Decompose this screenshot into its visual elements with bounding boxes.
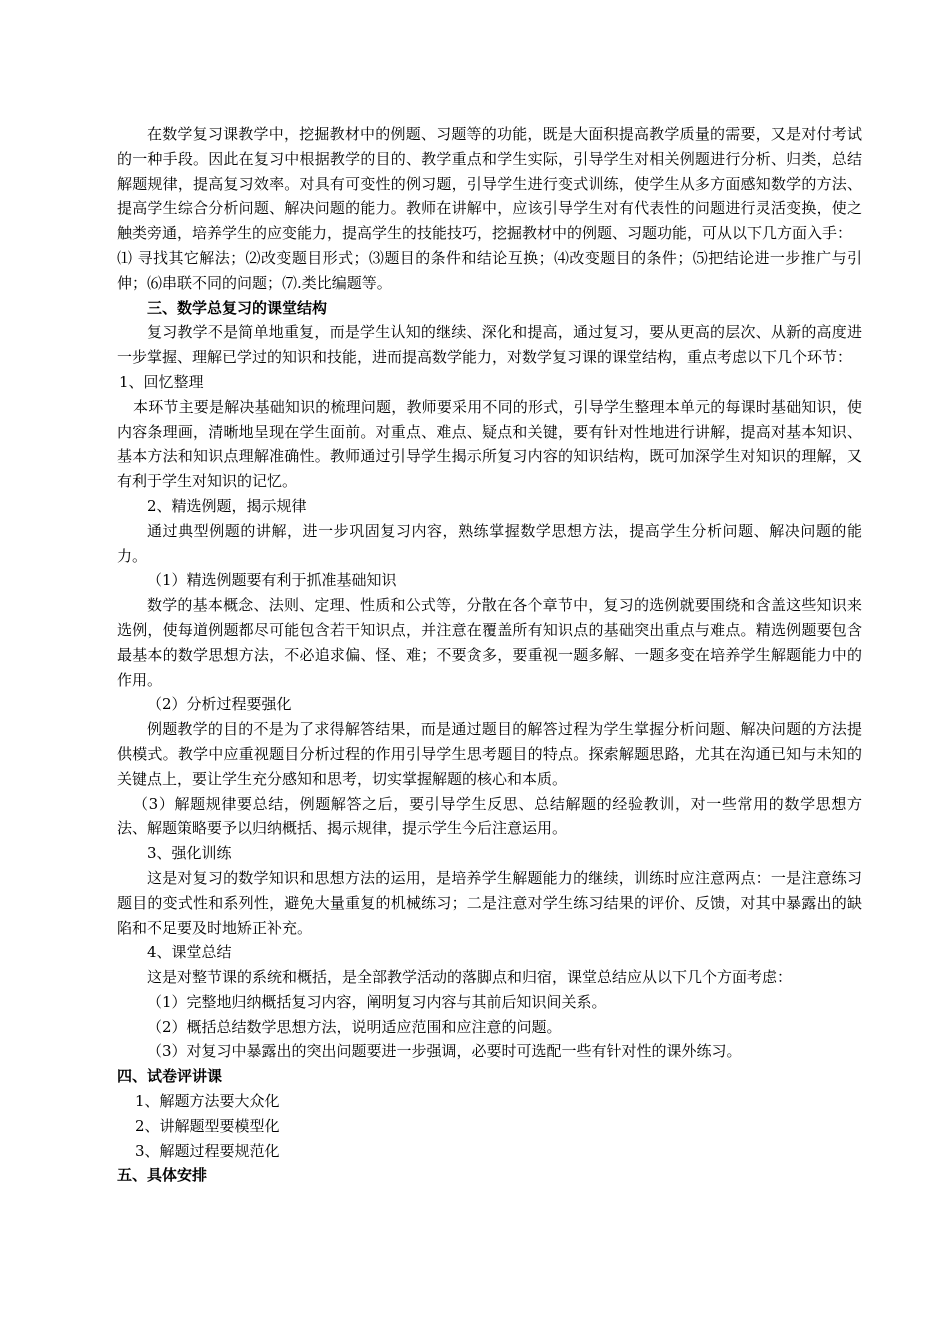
subsection-2-2-heading: （2）分析过程要强化 [147, 695, 292, 714]
subsection-2-text: 通过典型例题的讲解，进一步巩固复习内容，熟练掌握数学思想方法，提高学生分析问题、解决问题的能力。 [117, 521, 862, 565]
summary-item-2: （2）概括总结数学思想方法，说明适应范围和应注意的问题。 [147, 1017, 562, 1036]
section-4-item-1: 1、解题方法要大众化 [135, 1092, 280, 1111]
section-3-intro: 复习教学不是简单地重复，而是学生认知的继续、深化和提高，通过复习，要从更高的层次、从新的高度进一步掌握、理解已学过的知识和技能，进而提高数学能力，对数学复习课的课堂结构，重点考虑以下几个环节： [117, 323, 862, 367]
subsection-2-1-text: 数学的基本概念、法则、定理、性质和公式等，分散在各个章节中，复习的选例就要围绕和含盖这些知识来选例，使每道例题都尽可能包含若干知识点，并注意在覆盖所有知识点的基础突出重点与难点。精选例题要包含最基本的数学思想方法，不必追求偏、怪、难；不要贪多，要重视一题多解、一题多变在培养学生解题能力中的作用。 [117, 596, 862, 689]
subsection-2-3-text: （3）解题规律要总结，例题解答之后，要引导学生反思、总结解题的经验教训，对一些常用的数学思想方法、解题策略要予以归纳概括、揭示规律，提示学生今后注意运用。 [117, 794, 862, 838]
document-page [117, 122, 862, 1188]
section-4-item-2: 2、讲解题型要模型化 [135, 1116, 280, 1135]
subsection-3-text: 这是对复习的数学知识和思想方法的运用，是培养学生解题能力的继续，训练时应注意两点：一是注意练习题目的变式性和系列性，避免大量重复的机械练习；二是注意对学生练习结果的评价、反馈，对其中暴露出的缺陷和不足要及时地矫正补充。 [117, 868, 862, 937]
section-5-heading: 五、具体安排 [117, 1166, 208, 1185]
subsection-4-heading: 4、课堂总结 [147, 943, 232, 962]
subsection-4-text: 这是对整节课的系统和概括，是全部教学活动的落脚点和归宿，课堂总结应从以下几个方面考虑： [147, 968, 793, 987]
intro-paragraph: 在数学复习课教学中，挖掘教材中的例题、习题等的功能，既是大面积提高教学质量的需要，又是对付考试的一种手段。因此在复习中根据教学的目的、教学重点和学生实际，引导学生对相关例题进行分析、归类，总结解题规律，提高复习效率。对具有可变性的例习题，引导学生进行变式训练，使学生从多方面感知数学的方法、提高学生综合分析问题、解决问题的能力。教师在讲解中，应该引导学生对有代表性的问题进行灵活变换，使之触类旁通，培养学生的应变能力，提高学生的技能技巧，挖掘教材中的例题、习题功能，可从以下几方面入手： [117, 125, 862, 243]
section-4-heading: 四、试卷评讲课 [117, 1067, 223, 1086]
subsection-1-heading: 1、回忆整理 [119, 372, 204, 391]
subsection-3-heading: 3、强化训练 [147, 844, 232, 863]
summary-item-3: （3）对复习中暴露出的突出问题要进一步强调，必要时可选配一些有针对性的课外练习。 [147, 1042, 742, 1061]
subsection-2-2-text: 例题教学的目的不是为了求得解答结果，而是通过题目的解答过程为学生掌握分析问题、解决问题的方法提供模式。教学中应重视题目分析过程的作用引导学生思考题目的特点。探索解题思路，尤其在沟通已知与未知的关键点上，要让学生充分感知和思考，切实掌握解题的核心和本质。 [117, 720, 862, 788]
method-list-paragraph: ⑴ 寻找其它解法；⑵改变题目形式；⑶题目的条件和结论互换；⑷改变题目的条件；⑸把结论进一步推广与引伸；⑹串联不同的问题；⑺.类比编题等。 [117, 248, 862, 292]
section-3-heading: 三、数学总复习的课堂结构 [147, 298, 328, 317]
subsection-2-1-heading: （1）精选例题要有利于抓准基础知识 [147, 571, 397, 590]
subsection-2-heading: 2、精选例题，揭示规律 [147, 496, 307, 515]
summary-item-1: （1）完整地归纳概括复习内容，阐明复习内容与其前后知识间关系。 [147, 992, 607, 1011]
section-4-item-3: 3、解题过程要规范化 [135, 1141, 280, 1160]
subsection-1-text: 本环节主要是解决基础知识的梳理问题，教师要采用不同的形式，引导学生整理本单元的每课时基础知识，使内容条理画，清晰地呈现在学生面前。对重点、难点、疑点和关键，要有针对性地进行讲解，提高对基本知识、基本方法和知识点理解准确性。教师通过引导学生揭示所复习内容的知识结构，既可加深学生对知识的理解，又有利于学生对知识的记忆。 [117, 397, 862, 491]
